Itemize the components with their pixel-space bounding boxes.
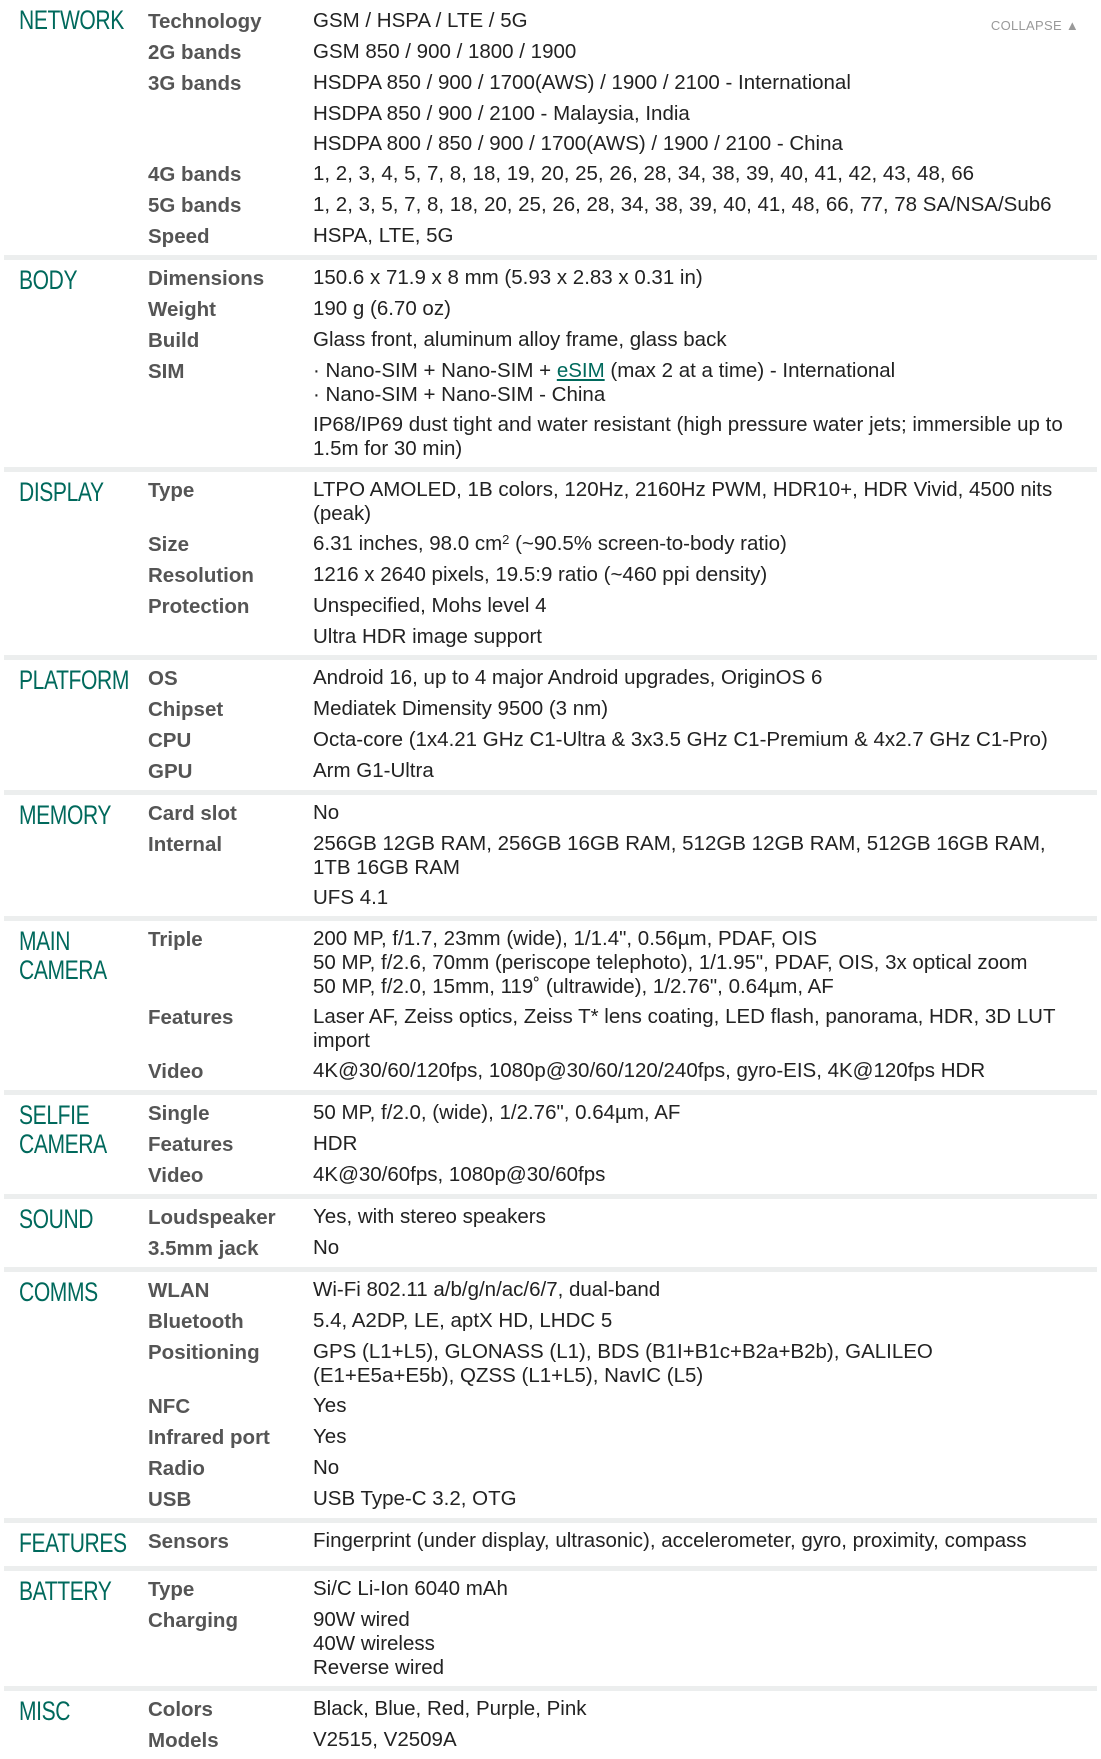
spec-label [148,407,313,413]
spec-value [313,1523,1097,1553]
spec-value-line: HSDPA 850 / 900 / 2100 - Malaysia, India [313,102,690,125]
spec-value-line: Unspecified, Mohs level 4 [313,594,547,617]
spec-row [4,1450,1097,1481]
spec-value [313,407,1097,461]
spec-row [4,156,1097,187]
spec-value-line: Mediatek Dimensity 9500 (3 nm) [313,697,609,720]
spec-label: Video [148,1164,204,1187]
section-comms [4,1272,1097,1523]
spec-label: Internal [148,833,223,856]
spec-value [313,1691,1097,1721]
spec-label: 4G bands [148,163,242,186]
spec-row [4,557,1097,588]
spec-label: Video [148,1060,204,1083]
spec-label [148,96,313,102]
spec-value-line: Wi-Fi 802.11 a/b/g/n/ac/6/7, dual-band [313,1278,661,1301]
spec-value [313,526,1097,556]
spec-label: Colors [148,1698,213,1721]
section-title: PLATFORM [19,665,129,695]
spec-label [148,880,313,886]
spec-label: Features [148,1006,234,1029]
section-title: SOUND [19,1204,94,1234]
spec-value [313,34,1097,64]
spec-value-line: No [313,801,340,824]
spec-label: Chipset [148,698,224,721]
spec-row [4,660,1097,691]
spec-value [313,1554,1097,1560]
spec-value [313,1481,1097,1511]
spec-value-line: 40W wireless [313,1632,435,1655]
spec-row [4,1554,1097,1560]
spec-row [4,691,1097,722]
collapse-button[interactable]: COLLAPSE ▲ [990,18,1079,33]
spec-value-line: 50 MP, f/2.6, 70mm (periscope telephoto), 1/1.95", PDAF, OIS, 3x optical zoom [313,951,1028,974]
spec-value-line: Ultra HDR image support [313,625,542,648]
spec-value-line: 4K@30/60fps, 1080p@30/60fps [313,1163,606,1186]
spec-value-line: HDR [313,1132,358,1155]
spec-value [313,1722,1097,1752]
spec-value [313,353,1097,407]
spec-value [313,826,1097,880]
spec-label: Build [148,329,200,352]
spec-label: USB [148,1488,192,1511]
spec-value-line: 6.31 inches, 98.0 $cm^2$ (~90.5% screen-to-body ratio) [313,532,787,555]
spec-value-line: UFS 4.1 [313,886,389,909]
spec-row [4,187,1097,218]
spec-value-line: 1, 2, 3, 5, 7, 8, 18, 20, 25, 26, 28, 34, 38, 39, 40, 41, 48, 66, 77, 78 SA/NSA/Sub6 [313,193,1052,216]
section-memory [4,795,1097,921]
spec-value [313,557,1097,587]
spec-row [4,880,1097,910]
spec-label: CPU [148,729,192,752]
spec-value-line: Fingerprint (under display, ultrasonic), accelerometer, gyro, proximity, compass [313,1529,1027,1552]
spec-row [4,126,1097,156]
spec-value [313,660,1097,690]
spec-value-line: 4K@30/60/120fps, 1080p@30/60/120/240fps, gyro-EIS, 4K@120fps HDR [313,1059,986,1082]
section-title: COMMS [19,1277,98,1307]
spec-row [4,526,1097,557]
spec-value-line: HSPA, LTE, 5G [313,224,454,247]
spec-label [148,619,313,625]
spec-label: Type [148,1578,195,1601]
spec-value [313,156,1097,186]
spec-row [4,353,1097,407]
spec-value-line: GSM 850 / 900 / 1800 / 1900 [313,40,577,63]
spec-label: Features [148,1133,234,1156]
spec-label: Loudspeaker [148,1206,276,1229]
spec-label: Sensors [148,1530,229,1553]
section-title: BODY [19,265,78,295]
spec-row [4,619,1097,649]
spec-label: Dimensions [148,267,265,290]
spec-label: Infrared port [148,1426,270,1449]
spec-value [313,291,1097,321]
spec-value [313,218,1097,248]
spec-value-line: Glass front, aluminum alloy frame, glass back [313,328,727,351]
spec-value [313,65,1097,95]
spec-value-line: IP68/IP69 dust tight and water resistant (high pressure water jets; immersible up to 1.5m for 30 min) [313,413,1063,460]
spec-value-line: No [313,1236,340,1259]
spec-row [4,1523,1097,1554]
spec-row [4,34,1097,65]
spec-row [4,407,1097,461]
spec-value-line: 200 MP, f/1.7, 23mm (wide), 1/1.4", 0.56µm, PDAF, OIS [313,927,818,950]
spec-label: Charging [148,1609,238,1632]
spec-value [313,1419,1097,1449]
spec-value [313,1303,1097,1333]
spec-value-line: 190 g (6.70 oz) [313,297,451,320]
spec-row [4,1303,1097,1334]
spec-row [4,722,1097,753]
spec-value [313,1571,1097,1601]
spec-value [313,1388,1097,1418]
spec-row [4,1126,1097,1157]
superscript: 2 [502,532,510,547]
spec-value [313,753,1097,783]
spec-value-line: 1216 x 2640 pixels, 19.5:9 ratio (~460 ppi density) [313,563,768,586]
spec-value-line: Laser AF, Zeiss optics, Zeiss T* lens coating, LED flash, panorama, HDR, 3D LUT import [313,1005,1056,1052]
spec-value [313,187,1097,217]
spec-label: Single [148,1102,210,1125]
spec-value-line: Black, Blue, Red, Purple, Pink [313,1697,587,1720]
spec-row [4,1272,1097,1303]
spec-label [148,126,313,132]
spec-value-line: 50 MP, f/2.0, (wide), 1/2.76", 0.64µm, AF [313,1101,681,1124]
spec-row [4,65,1097,96]
section-features [4,1523,1097,1571]
spec-value [313,999,1097,1053]
spec-value-line: HSDPA 800 / 850 / 900 / 1700(AWS) / 1900 / 2100 - China [313,132,843,155]
spec-label [148,1554,313,1560]
spec-row [4,921,1097,999]
spec-row [4,753,1097,784]
spec-value-line: Si/C Li-Ion 6040 mAh [313,1577,508,1600]
spec-row [4,260,1097,291]
spec-value-line: 50 MP, f/2.0, 15mm, 119˚ (ultrawide), 1/2.76", 0.64µm, AF [313,975,834,998]
spec-value-line: V2515, V2509A [313,1728,457,1751]
spec-label: Positioning [148,1341,260,1364]
spec-label: Size [148,533,190,556]
spec-label: Card slot [148,802,237,825]
spec-value [313,1272,1097,1302]
spec-value-line: Arm G1-Ultra [313,759,434,782]
spec-value [313,722,1097,752]
spec-value-line: GPS (L1+L5), GLONASS (L1), BDS (B1I+B1c+B2a+B2b), GALILEO (E1+E5a+E5b), QZSS (L1+L5), NavIC (L5) [313,1340,933,1387]
section-title: FEATURES [19,1528,127,1558]
spec-value-line: · Nano-SIM + Nano-SIM + eSIM (max 2 at a time) - International [313,359,896,382]
spec-value [313,588,1097,618]
spec-value-line: Reverse wired [313,1656,445,1679]
spec-value-line: 90W wired [313,1608,410,1631]
spec-label: GPU [148,760,193,783]
spec-row [4,1419,1097,1450]
spec-value [313,472,1097,526]
section-sound [4,1199,1097,1272]
spec-row [4,1722,1097,1753]
spec-row [4,472,1097,526]
spec-label: 3G bands [148,72,242,95]
spec-label: 2G bands [148,41,242,64]
spec-label: Models [148,1729,219,1752]
spec-row [4,1199,1097,1230]
spec-row [4,1691,1097,1722]
spec-row [4,999,1097,1053]
spec-value-line: Android 16, up to 4 major Android upgrades, OriginOS 6 [313,666,823,689]
spec-value [313,1199,1097,1229]
section-platform [4,660,1097,795]
spec-value-line: Yes [313,1425,347,1448]
spec-label: WLAN [148,1279,210,1302]
spec-label: Protection [148,595,250,618]
section-network [4,0,1097,260]
section-main-camera [4,921,1097,1095]
spec-row [4,1157,1097,1188]
spec-label: Speed [148,225,210,248]
spec-value-line: HSDPA 850 / 900 / 1700(AWS) / 1900 / 2100 - International [313,71,851,94]
section-title: NETWORK [19,5,124,35]
spec-label: Radio [148,1457,205,1480]
spec-row [4,1053,1097,1084]
spec-label: NFC [148,1395,191,1418]
spec-value [313,1230,1097,1260]
spec-row [4,1334,1097,1388]
spec-value-line: · Nano-SIM + Nano-SIM - China [313,383,606,406]
spec-value-line: 256GB 12GB RAM, 256GB 16GB RAM, 512GB 12GB RAM, 512GB 16GB RAM, 1TB 16GB RAM [313,832,1046,879]
section-display [4,472,1097,660]
spec-value-line: GSM / HSPA / LTE / 5G [313,9,528,32]
spec-value [313,1334,1097,1388]
section-battery [4,1571,1097,1691]
spec-value [313,1126,1097,1156]
section-title: BATTERY [19,1576,112,1606]
spec-value-line: No [313,1456,340,1479]
spec-value-line: 5.4, A2DP, LE, aptX HD, LHDC 5 [313,1309,613,1332]
spec-value [313,1450,1097,1480]
spec-value-line: LTPO AMOLED, 1B colors, 120Hz, 2160Hz PWM, HDR10+, HDR Vivid, 4500 nits (peak) [313,478,1053,525]
spec-value [313,96,1097,126]
spec-label: Weight [148,298,216,321]
spec-row [4,3,1097,34]
spec-label: SIM [148,360,185,383]
spec-value [313,1157,1097,1187]
spec-value [313,260,1097,290]
spec-row [4,1571,1097,1602]
spec-row [4,291,1097,322]
section-misc [4,1691,1097,1759]
spec-row [4,1388,1097,1419]
spec-value [313,1602,1097,1680]
spec-value [313,1095,1097,1125]
spec-label: 5G bands [148,194,242,217]
section-title: SELFIE CAMERA [19,1100,107,1159]
section-title: MAIN CAMERA [19,926,107,985]
spec-value [313,880,1097,910]
spec-row [4,1095,1097,1126]
spec-value-line: Octa-core (1x4.21 GHz C1-Ultra & 3x3.5 GHz C1-Premium & 4x2.7 GHz C1-Pro) [313,728,1048,751]
esim-link[interactable]: eSIM [556,359,605,382]
spec-label: Resolution [148,564,254,587]
spec-label: OS [148,667,178,690]
spec-label: Type [148,479,195,502]
spec-row [4,218,1097,249]
spec-value [313,619,1097,649]
spec-label: Technology [148,10,262,33]
spec-value [313,691,1097,721]
section-body [4,260,1097,472]
spec-row [4,322,1097,353]
section-title: MISC [19,1696,71,1726]
spec-value [313,322,1097,352]
section-title: DISPLAY [19,477,104,507]
spec-row [4,588,1097,619]
spec-label: Bluetooth [148,1310,244,1333]
spec-row [4,1602,1097,1680]
spec-row [4,826,1097,880]
spec-row [4,1481,1097,1512]
spec-row [4,795,1097,826]
spec-value-line: USB Type-C 3.2, OTG [313,1487,517,1510]
spec-value-line: 1, 2, 3, 4, 5, 7, 8, 18, 19, 20, 25, 26, 28, 34, 38, 39, 40, 41, 42, 43, 48, 66 [313,162,975,185]
section-title: MEMORY [19,800,112,830]
spec-value [313,1053,1097,1083]
spec-value [313,126,1097,156]
spec-value [313,921,1097,999]
spec-row [4,1230,1097,1261]
spec-value-line: Yes [313,1394,347,1417]
specs-table [4,0,1097,1759]
spec-label: 3.5mm jack [148,1237,259,1260]
spec-value-line: 150.6 x 71.9 x 8 mm (5.93 x 2.83 x 0.31 in) [313,266,703,289]
spec-value [313,795,1097,825]
spec-row [4,96,1097,126]
spec-value [313,3,1097,33]
spec-value-line: Yes, with stereo speakers [313,1205,546,1228]
section-selfie-camera [4,1095,1097,1199]
spec-label: Triple [148,928,203,951]
